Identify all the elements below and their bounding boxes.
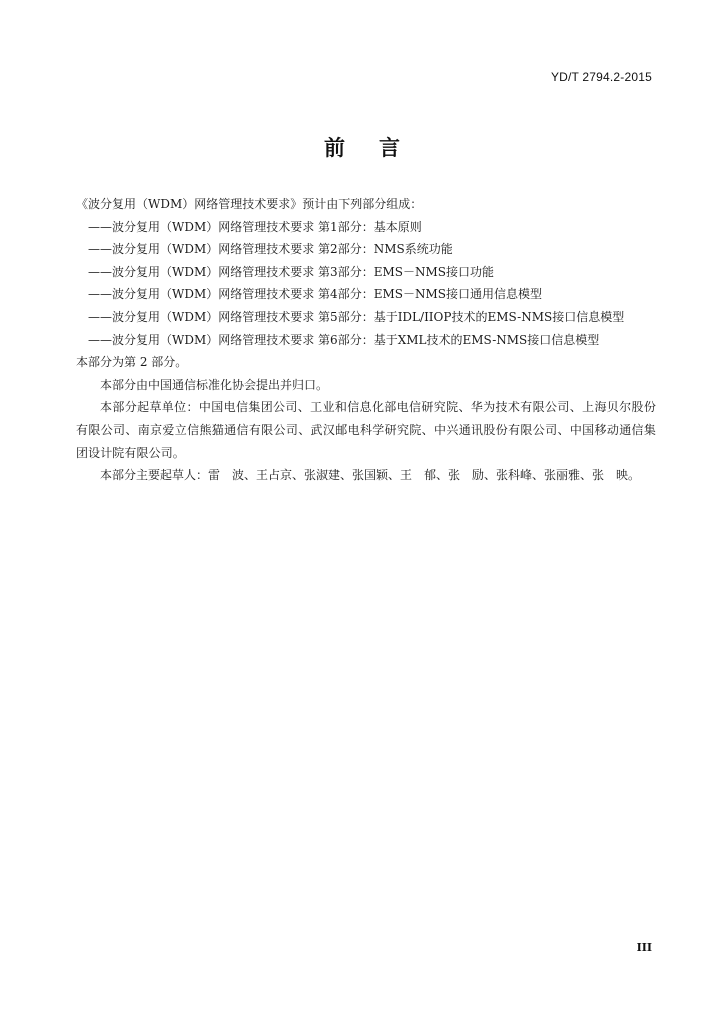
drafting-units-paragraph: 本部分起草单位：中国电信集团公司、工业和信息化部电信研究院、华为技术有限公司、上海贝尔股份有限公司、南京爱立信熊猫通信有限公司、武汉邮电科学研究院、中兴通讯股份有限公司、中国移动通信集团设计院有限公司。	[76, 400, 656, 460]
part-item: ——波分复用（WDM）网络管理技术要求 第5部分：基于IDL/IIOP技术的EMS-NMS接口信息模型	[88, 309, 625, 324]
page-title: 前言	[324, 136, 434, 160]
part-statement: 本部分为第 2 部分。	[76, 355, 188, 370]
drafters-paragraph: 本部分主要起草人：雷 波、王占京、张淑建、张国颖、王 郁、张 励、张科峰、张丽雅、张 映。	[100, 468, 641, 483]
parts-list	[76, 216, 656, 352]
standard-code: YD/T 2794.2-2015	[550, 70, 652, 84]
part-item: ——波分复用（WDM）网络管理技术要求 第2部分：NMS系统功能	[88, 242, 453, 257]
preface-body	[76, 193, 656, 487]
part-item: ——波分复用（WDM）网络管理技术要求 第1部分：基本原则	[88, 219, 422, 234]
part-item: ——波分复用（WDM）网络管理技术要求 第4部分：EMS－NMS接口通用信息模型	[88, 287, 542, 302]
part-item: ——波分复用（WDM）网络管理技术要求 第3部分：EMS－NMS接口功能	[88, 264, 494, 279]
page-number: III	[636, 941, 652, 954]
part-item: ——波分复用（WDM）网络管理技术要求 第6部分：基于XML技术的EMS-NMS接口信息模型	[88, 332, 600, 347]
proposal-statement: 本部分由中国通信标准化协会提出并归口。	[100, 377, 329, 392]
intro-line: 《波分复用（WDM）网络管理技术要求》预计由下列部分组成：	[76, 197, 423, 211]
